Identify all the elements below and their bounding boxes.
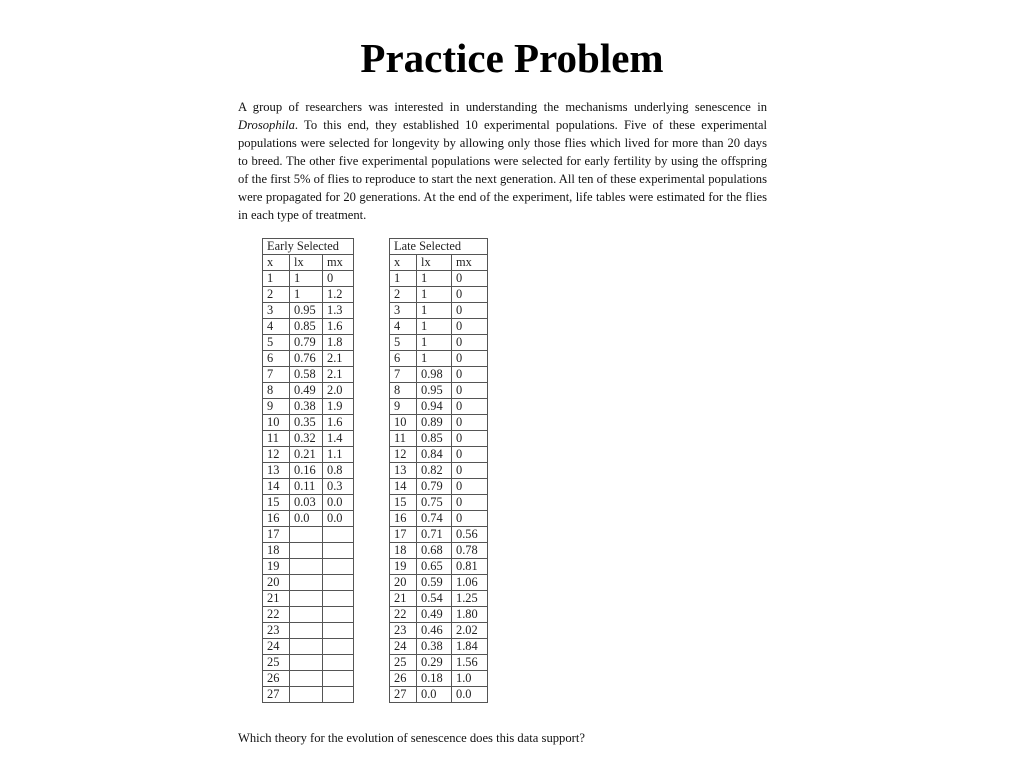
table-cell: 0.8 bbox=[323, 463, 354, 479]
table-cell: 1.6 bbox=[323, 415, 354, 431]
table-row bbox=[390, 543, 488, 559]
table-cell: 23 bbox=[263, 623, 290, 639]
table-cell: 1 bbox=[417, 319, 452, 335]
table-cell: 1 bbox=[417, 335, 452, 351]
table-cell: 9 bbox=[390, 399, 417, 415]
table-cell: 15 bbox=[390, 495, 417, 511]
table-cell: 23 bbox=[390, 623, 417, 639]
table-cell: 0.65 bbox=[417, 559, 452, 575]
table-cell: 0.49 bbox=[290, 383, 323, 399]
table-cell: 12 bbox=[263, 447, 290, 463]
table-cell bbox=[323, 575, 354, 591]
table-row bbox=[390, 271, 488, 287]
column-header: lx bbox=[417, 255, 452, 271]
table-row bbox=[390, 655, 488, 671]
table-row bbox=[263, 495, 354, 511]
table-cell: 0.0 bbox=[290, 511, 323, 527]
table-row bbox=[390, 527, 488, 543]
table-row bbox=[263, 415, 354, 431]
table-title-row bbox=[390, 239, 488, 255]
table-cell bbox=[323, 687, 354, 703]
table-cell: 11 bbox=[263, 431, 290, 447]
table-cell: 0.35 bbox=[290, 415, 323, 431]
column-header: x bbox=[263, 255, 290, 271]
table-cell: 0.58 bbox=[290, 367, 323, 383]
table-cell: 0.38 bbox=[417, 639, 452, 655]
table-cell: 0.21 bbox=[290, 447, 323, 463]
table-cell: 10 bbox=[390, 415, 417, 431]
table-cell: 2.02 bbox=[452, 623, 488, 639]
table-row bbox=[390, 351, 488, 367]
column-header: mx bbox=[452, 255, 488, 271]
table-cell: 0.54 bbox=[417, 591, 452, 607]
table-cell: 0 bbox=[452, 495, 488, 511]
table-row bbox=[390, 399, 488, 415]
table-cell: 0.49 bbox=[417, 607, 452, 623]
table-cell: 18 bbox=[390, 543, 417, 559]
table-row bbox=[263, 575, 354, 591]
table-cell: 0.11 bbox=[290, 479, 323, 495]
table-cell: 0.46 bbox=[417, 623, 452, 639]
table-cell: 0 bbox=[452, 399, 488, 415]
table-cell: 0.79 bbox=[290, 335, 323, 351]
table-cell bbox=[290, 527, 323, 543]
table-row bbox=[263, 623, 354, 639]
table-cell: 0 bbox=[452, 447, 488, 463]
table-cell: 0.85 bbox=[290, 319, 323, 335]
table-cell: 0.79 bbox=[417, 479, 452, 495]
table-cell: 0.89 bbox=[417, 415, 452, 431]
table-row bbox=[263, 303, 354, 319]
table-cell: 0.32 bbox=[290, 431, 323, 447]
paragraph-text-2: . To this end, they established 10 experimental populations. Five of these experimental populations were selected for longevity by allowing only those flies which lived for more than 20 days to breed. The other five experimental populations were selected for early fertility by using the offspring of the first 5% of flies to reproduce to start the next generation. All ten of these experimental populations were propagated for 20 generations. At the end of the experiment, life tables were estimated for the flies in each type of treatment. bbox=[238, 118, 767, 222]
table-row bbox=[390, 495, 488, 511]
table-cell: 0.75 bbox=[417, 495, 452, 511]
table-cell: 0.03 bbox=[290, 495, 323, 511]
table-cell: 0.94 bbox=[417, 399, 452, 415]
table-row bbox=[390, 671, 488, 687]
table-cell: 2 bbox=[263, 287, 290, 303]
table-cell: 1.2 bbox=[323, 287, 354, 303]
table-cell: 11 bbox=[390, 431, 417, 447]
table-cell: 0.0 bbox=[417, 687, 452, 703]
table-cell: 4 bbox=[263, 319, 290, 335]
table-cell: 1.06 bbox=[452, 575, 488, 591]
table-cell: 1.6 bbox=[323, 319, 354, 335]
table-cell: 4 bbox=[390, 319, 417, 335]
table-row bbox=[263, 447, 354, 463]
table-row bbox=[390, 623, 488, 639]
table-cell: 5 bbox=[390, 335, 417, 351]
table-cell bbox=[290, 559, 323, 575]
table-row bbox=[263, 271, 354, 287]
table-cell: 1.9 bbox=[323, 399, 354, 415]
table-cell: 9 bbox=[263, 399, 290, 415]
table-cell: 1.56 bbox=[452, 655, 488, 671]
table-row bbox=[390, 287, 488, 303]
table-cell: 0.18 bbox=[417, 671, 452, 687]
table-row bbox=[390, 607, 488, 623]
table-cell bbox=[323, 591, 354, 607]
table-row bbox=[263, 399, 354, 415]
table-cell: 8 bbox=[390, 383, 417, 399]
table-cell: 6 bbox=[390, 351, 417, 367]
table-cell: 17 bbox=[390, 527, 417, 543]
table-cell: 0.0 bbox=[323, 511, 354, 527]
table-cell: 16 bbox=[263, 511, 290, 527]
table-row bbox=[390, 575, 488, 591]
table-cell bbox=[290, 671, 323, 687]
table-cell: 0.74 bbox=[417, 511, 452, 527]
table-cell: 18 bbox=[263, 543, 290, 559]
table-row bbox=[390, 463, 488, 479]
table-cell: 1.3 bbox=[323, 303, 354, 319]
table-cell: 0.76 bbox=[290, 351, 323, 367]
table-cell: 0 bbox=[452, 383, 488, 399]
table-cell: 0 bbox=[452, 303, 488, 319]
table-cell: 26 bbox=[390, 671, 417, 687]
table-cell bbox=[323, 543, 354, 559]
table-cell: 1 bbox=[263, 271, 290, 287]
table-cell: 25 bbox=[390, 655, 417, 671]
column-header: mx bbox=[323, 255, 354, 271]
question-text: Which theory for the evolution of senescence does this data support? bbox=[238, 731, 585, 745]
table-cell: 1.84 bbox=[452, 639, 488, 655]
table-row bbox=[390, 591, 488, 607]
table-cell: 0 bbox=[452, 415, 488, 431]
table-title: Late Selected bbox=[390, 239, 488, 255]
table-cell bbox=[323, 655, 354, 671]
table-cell: 0 bbox=[452, 463, 488, 479]
table-cell: 19 bbox=[263, 559, 290, 575]
table-row bbox=[390, 447, 488, 463]
table-cell: 20 bbox=[263, 575, 290, 591]
table-cell bbox=[290, 655, 323, 671]
table-row bbox=[263, 559, 354, 575]
table-cell bbox=[290, 639, 323, 655]
table-cell: 1.8 bbox=[323, 335, 354, 351]
table-cell: 24 bbox=[390, 639, 417, 655]
table-row bbox=[263, 335, 354, 351]
table-cell: 0.59 bbox=[417, 575, 452, 591]
species-name: Drosophila bbox=[238, 118, 295, 132]
table-row bbox=[263, 287, 354, 303]
paragraph-text-1: A group of researchers was interested in understanding the mechanisms underlying senescence in bbox=[238, 100, 767, 114]
table-cell: 1 bbox=[417, 287, 452, 303]
table-row bbox=[263, 463, 354, 479]
table-cell: 0.78 bbox=[452, 543, 488, 559]
table-cell bbox=[290, 591, 323, 607]
table-cell bbox=[323, 527, 354, 543]
table-row bbox=[263, 655, 354, 671]
table-cell: 0.84 bbox=[417, 447, 452, 463]
table-cell: 15 bbox=[263, 495, 290, 511]
table-row bbox=[263, 367, 354, 383]
table-cell: 0 bbox=[452, 271, 488, 287]
table-row bbox=[263, 479, 354, 495]
table-row bbox=[263, 591, 354, 607]
table-cell: 2 bbox=[390, 287, 417, 303]
table-cell: 0 bbox=[452, 287, 488, 303]
table-row bbox=[263, 527, 354, 543]
table-title: Early Selected bbox=[263, 239, 354, 255]
table-row bbox=[263, 607, 354, 623]
table-row bbox=[390, 431, 488, 447]
table-cell: 7 bbox=[263, 367, 290, 383]
table-row bbox=[263, 511, 354, 527]
table-cell: 19 bbox=[390, 559, 417, 575]
table-cell: 1 bbox=[290, 271, 323, 287]
table-cell: 0.81 bbox=[452, 559, 488, 575]
table-cell bbox=[290, 687, 323, 703]
table-cell: 0 bbox=[452, 335, 488, 351]
table-cell: 0.82 bbox=[417, 463, 452, 479]
table-cell: 8 bbox=[263, 383, 290, 399]
table-cell: 1.4 bbox=[323, 431, 354, 447]
table-cell bbox=[323, 559, 354, 575]
table-cell: 22 bbox=[263, 607, 290, 623]
table-cell: 0.71 bbox=[417, 527, 452, 543]
table-cell: 25 bbox=[263, 655, 290, 671]
table-cell: 14 bbox=[263, 479, 290, 495]
table-cell: 16 bbox=[390, 511, 417, 527]
table-cell: 22 bbox=[390, 607, 417, 623]
table-cell bbox=[290, 575, 323, 591]
table-cell bbox=[323, 671, 354, 687]
table-row bbox=[263, 543, 354, 559]
table-cell: 0.29 bbox=[417, 655, 452, 671]
table-cell: 0 bbox=[452, 479, 488, 495]
table-cell bbox=[290, 623, 323, 639]
table-cell: 12 bbox=[390, 447, 417, 463]
table-row bbox=[263, 319, 354, 335]
table-cell: 21 bbox=[390, 591, 417, 607]
table-cell: 2.1 bbox=[323, 351, 354, 367]
problem-paragraph bbox=[238, 98, 767, 224]
table-cell: 2.1 bbox=[323, 367, 354, 383]
table-row bbox=[263, 351, 354, 367]
table-cell: 0.56 bbox=[452, 527, 488, 543]
table-row bbox=[390, 639, 488, 655]
table-row bbox=[263, 639, 354, 655]
table-row bbox=[263, 671, 354, 687]
table-cell: 0 bbox=[452, 511, 488, 527]
table-cell: 10 bbox=[263, 415, 290, 431]
table-cell: 0.3 bbox=[323, 479, 354, 495]
table-cell: 26 bbox=[263, 671, 290, 687]
table-cell: 0 bbox=[452, 319, 488, 335]
table-cell: 13 bbox=[390, 463, 417, 479]
table-cell: 0.85 bbox=[417, 431, 452, 447]
table-cell: 2.0 bbox=[323, 383, 354, 399]
table-cell: 0.0 bbox=[452, 687, 488, 703]
table-cell: 5 bbox=[263, 335, 290, 351]
table-cell: 3 bbox=[263, 303, 290, 319]
table-cell bbox=[290, 607, 323, 623]
table-title-row bbox=[263, 239, 354, 255]
table-row bbox=[390, 479, 488, 495]
table-cell: 0.68 bbox=[417, 543, 452, 559]
table-cell: 1 bbox=[417, 271, 452, 287]
table-header-row bbox=[263, 255, 354, 271]
table-cell: 13 bbox=[263, 463, 290, 479]
table-row bbox=[263, 383, 354, 399]
table-cell: 0 bbox=[323, 271, 354, 287]
table-cell: 1.25 bbox=[452, 591, 488, 607]
table-row bbox=[390, 335, 488, 351]
table-row bbox=[263, 687, 354, 703]
table-row bbox=[390, 367, 488, 383]
column-header: x bbox=[390, 255, 417, 271]
late-selected-table bbox=[389, 238, 488, 703]
table-cell: 6 bbox=[263, 351, 290, 367]
table-cell: 1 bbox=[417, 351, 452, 367]
table-row bbox=[390, 415, 488, 431]
table-cell: 24 bbox=[263, 639, 290, 655]
table-row bbox=[390, 559, 488, 575]
table-cell: 0.38 bbox=[290, 399, 323, 415]
page-title: Practice Problem bbox=[360, 35, 664, 81]
table-cell: 1 bbox=[290, 287, 323, 303]
table-cell: 0.0 bbox=[323, 495, 354, 511]
table-cell: 1 bbox=[417, 303, 452, 319]
table-cell: 0 bbox=[452, 431, 488, 447]
table-cell: 0.95 bbox=[417, 383, 452, 399]
column-header: lx bbox=[290, 255, 323, 271]
table-row bbox=[263, 431, 354, 447]
table-cell: 7 bbox=[390, 367, 417, 383]
table-cell bbox=[290, 543, 323, 559]
table-cell: 0.98 bbox=[417, 367, 452, 383]
table-row bbox=[390, 303, 488, 319]
table-cell bbox=[323, 639, 354, 655]
table-cell: 0.16 bbox=[290, 463, 323, 479]
table-cell: 0 bbox=[452, 367, 488, 383]
table-cell bbox=[323, 623, 354, 639]
table-cell: 21 bbox=[263, 591, 290, 607]
table-cell: 0 bbox=[452, 351, 488, 367]
table-row bbox=[390, 319, 488, 335]
early-selected-table bbox=[262, 238, 354, 703]
table-cell: 27 bbox=[263, 687, 290, 703]
table-cell: 27 bbox=[390, 687, 417, 703]
table-cell: 1 bbox=[390, 271, 417, 287]
table-cell bbox=[323, 607, 354, 623]
table-cell: 3 bbox=[390, 303, 417, 319]
table-header-row bbox=[390, 255, 488, 271]
table-row bbox=[390, 511, 488, 527]
table-cell: 1.80 bbox=[452, 607, 488, 623]
table-row bbox=[390, 687, 488, 703]
table-cell: 17 bbox=[263, 527, 290, 543]
table-cell: 0.95 bbox=[290, 303, 323, 319]
table-cell: 14 bbox=[390, 479, 417, 495]
table-cell: 1.0 bbox=[452, 671, 488, 687]
table-cell: 20 bbox=[390, 575, 417, 591]
table-row bbox=[390, 383, 488, 399]
table-cell: 1.1 bbox=[323, 447, 354, 463]
